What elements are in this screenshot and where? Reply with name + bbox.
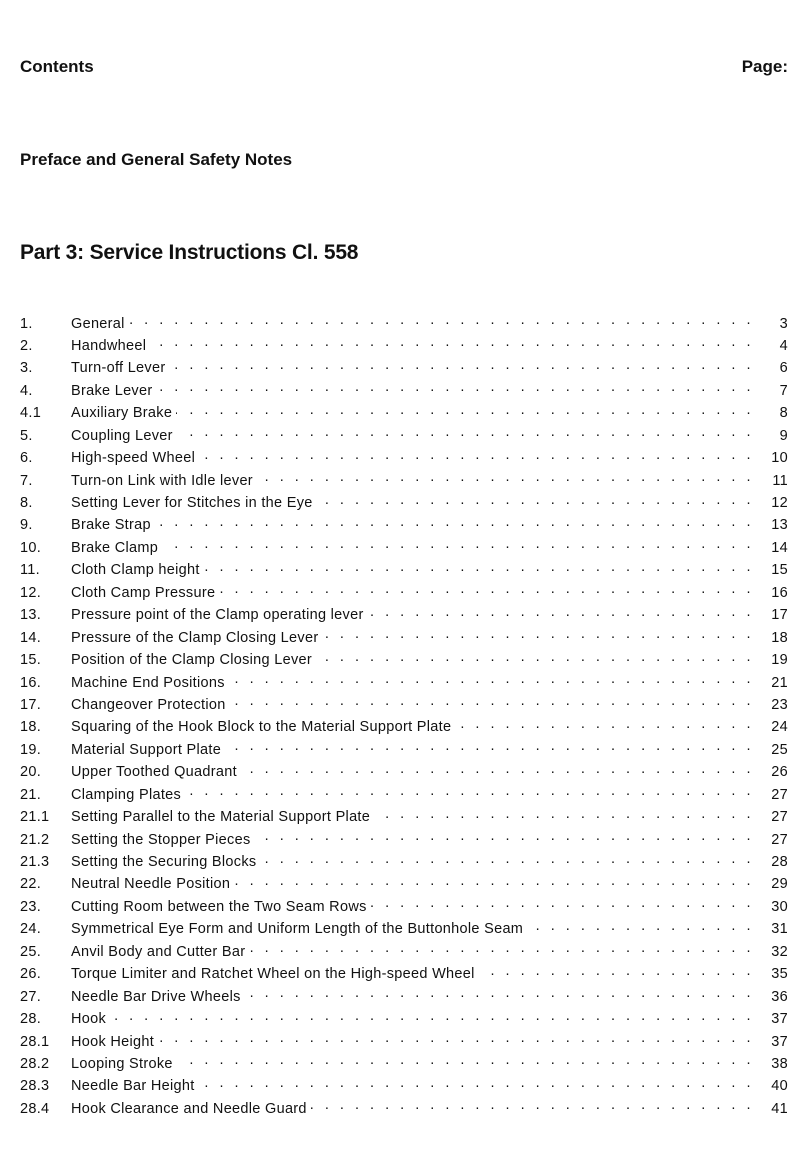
toc-entry-title: Hook Height <box>71 1033 155 1050</box>
toc-dot-leader <box>371 896 754 911</box>
toc-dot-leader <box>177 1053 754 1068</box>
toc-entry-title: Position of the Clamp Closing Lever <box>71 652 313 669</box>
toc-entry-title: Setting the Securing Blocks <box>71 854 257 870</box>
toc-entry-number: 19. <box>20 741 42 758</box>
toc-entry-page: 29 <box>771 876 788 893</box>
toc-dot-leader <box>257 470 754 485</box>
part-title: Part 3: Service Instructions Cl. 558 <box>20 241 359 264</box>
toc-entry-page: 11 <box>772 472 788 489</box>
toc-dot-leader <box>317 493 754 508</box>
toc-entry-number: 9. <box>20 517 33 534</box>
toc-entry-page: 8 <box>779 405 788 422</box>
toc-dot-leader <box>374 807 754 822</box>
toc-dot-leader <box>455 717 754 732</box>
toc-entry-page: 3 <box>779 315 788 332</box>
toc-entry-number: 13. <box>20 607 42 624</box>
toc-entry-number: 17. <box>20 696 42 713</box>
toc-entry-page: 18 <box>771 629 788 646</box>
toc-entry[interactable] <box>20 380 788 402</box>
toc-entry-title: Symmetrical Eye Form and Uniform Length of the Buttonhole Seam <box>71 921 524 938</box>
toc-dot-leader <box>241 762 754 777</box>
toc-entry-page: 7 <box>779 382 788 399</box>
toc-entry[interactable] <box>20 896 788 918</box>
toc-entry-page: 38 <box>771 1055 788 1072</box>
toc-entry[interactable] <box>20 1009 788 1031</box>
toc-entry-number: 8. <box>20 495 33 511</box>
toc-entry-title: Setting Parallel to the Material Support Plate <box>71 809 371 826</box>
toc-entry[interactable] <box>20 919 788 941</box>
toc-entry-number: 2. <box>20 337 33 354</box>
toc-entry[interactable] <box>20 784 788 806</box>
toc-dot-leader <box>230 694 754 709</box>
toc-entry-page: 15 <box>771 562 788 579</box>
toc-entry[interactable] <box>20 852 788 874</box>
toc-entry[interactable] <box>20 1076 788 1098</box>
toc-entry-title: Brake Strap <box>71 517 151 534</box>
toc-entry-number: 3. <box>20 360 33 377</box>
toc-entry[interactable] <box>20 515 788 537</box>
toc-entry-number: 21. <box>20 786 42 803</box>
toc-entry-number: 22. <box>20 876 42 893</box>
toc-entry-number: 16. <box>20 674 42 691</box>
toc-dot-leader <box>158 1031 754 1046</box>
toc-entry-number: 14. <box>20 629 42 646</box>
toc-dot-leader <box>199 448 754 463</box>
toc-entry-title: Setting Lever for Stitches in the Eye <box>71 495 313 511</box>
toc-dot-leader <box>177 425 754 440</box>
preface-heading: Preface and General Safety Notes <box>20 150 293 169</box>
toc-entry-title: Hook <box>71 1011 107 1028</box>
toc-entry[interactable] <box>20 717 788 739</box>
toc-entry-page: 4 <box>779 337 788 354</box>
toc-entry[interactable] <box>20 560 788 582</box>
toc-entry-title: Material Support Plate <box>71 741 222 758</box>
toc-entry-title: Brake Clamp <box>71 539 159 556</box>
toc-entry-title: Clamping Plates <box>71 786 182 803</box>
toc-entry-title: Neutral Needle Position <box>71 876 231 893</box>
toc-dot-leader <box>204 560 754 575</box>
toc-entry-number: 23. <box>20 898 42 915</box>
table-of-contents <box>20 313 788 1121</box>
toc-dot-leader <box>185 784 754 799</box>
toc-entry-page: 32 <box>771 943 788 960</box>
toc-entry-number: 27. <box>20 988 42 1005</box>
toc-entry-title: Squaring of the Hook Block to the Material Support Plate <box>71 719 452 736</box>
toc-entry-page: 10 <box>771 450 788 467</box>
toc-dot-leader <box>129 313 754 328</box>
toc-entry-page: 13 <box>771 517 788 534</box>
toc-entry-number: 28.1 <box>20 1033 50 1050</box>
toc-dot-leader <box>527 919 754 934</box>
toc-entry[interactable] <box>20 650 788 672</box>
toc-dot-leader <box>156 380 754 395</box>
toc-entry-title: Cloth Camp Pressure <box>71 584 216 601</box>
toc-dot-leader <box>199 1076 754 1091</box>
toc-entry[interactable] <box>20 403 788 425</box>
toc-entry[interactable] <box>20 1031 788 1053</box>
toc-entry-number: 20. <box>20 764 42 781</box>
toc-dot-leader <box>150 335 754 350</box>
toc-entry[interactable] <box>20 739 788 761</box>
toc-dot-leader <box>110 1009 754 1024</box>
toc-entry[interactable] <box>20 582 788 604</box>
toc-entry-number: 10. <box>20 539 42 556</box>
toc-entry-page: 36 <box>771 988 788 1005</box>
toc-entry-number: 26. <box>20 966 42 983</box>
toc-entry[interactable] <box>20 1098 788 1120</box>
toc-entry[interactable] <box>20 493 788 515</box>
page-column-label: Page: <box>741 57 788 76</box>
toc-dot-leader <box>229 672 754 687</box>
toc-entry-title: High-speed Wheel <box>71 450 196 467</box>
toc-entry-page: 6 <box>779 360 788 377</box>
toc-entry[interactable] <box>20 470 788 492</box>
toc-entry-title: Looping Stroke <box>71 1055 173 1072</box>
toc-entry-title: Setting the Stopper Pieces <box>71 831 251 848</box>
toc-entry[interactable] <box>20 627 788 649</box>
toc-entry-title: Needle Bar Height <box>71 1078 195 1095</box>
toc-entry[interactable] <box>20 425 788 447</box>
toc-entry-number: 24. <box>20 921 42 938</box>
toc-entry-number: 4.1 <box>20 405 42 422</box>
toc-entry-page: 19 <box>771 652 788 669</box>
toc-dot-leader <box>311 1098 754 1113</box>
toc-entry[interactable] <box>20 335 788 357</box>
toc-entry[interactable] <box>20 313 788 335</box>
toc-dot-leader <box>260 852 754 867</box>
toc-entry-number: 6. <box>20 450 33 467</box>
toc-entry-page: 37 <box>771 1033 788 1050</box>
toc-entry-number: 1. <box>20 315 33 332</box>
toc-entry-title: Pressure point of the Clamp operating lever <box>71 607 364 624</box>
toc-entry-title: Handwheel <box>71 337 147 354</box>
toc-entry[interactable] <box>20 537 788 559</box>
toc-entry-number: 5. <box>20 427 33 444</box>
toc-dot-leader <box>162 537 754 552</box>
toc-entry-title: Needle Bar Drive Wheels <box>71 988 241 1005</box>
toc-entry-page: 31 <box>771 921 788 938</box>
toc-entry-page: 21 <box>771 674 788 691</box>
toc-entry-title: Brake Lever <box>71 382 153 399</box>
toc-entry-page: 9 <box>779 427 788 444</box>
toc-entry[interactable] <box>20 358 788 380</box>
toc-entry[interactable] <box>20 941 788 963</box>
toc-dot-leader <box>368 605 754 620</box>
toc-entry-title: Cutting Room between the Two Seam Rows <box>71 898 367 915</box>
toc-entry-number: 7. <box>20 472 33 489</box>
toc-entry-number: 28.4 <box>20 1100 50 1117</box>
toc-entry-number: 21.2 <box>20 831 50 848</box>
toc-entry[interactable] <box>20 605 788 627</box>
toc-dot-leader <box>234 874 754 889</box>
toc-entry[interactable] <box>20 694 788 716</box>
toc-entry-title: Auxiliary Brake <box>71 405 173 422</box>
toc-dot-leader <box>316 650 754 665</box>
toc-entry-number: 12. <box>20 584 42 601</box>
toc-entry[interactable] <box>20 874 788 896</box>
toc-dot-leader <box>225 739 754 754</box>
toc-entry-number: 28. <box>20 1011 42 1028</box>
toc-entry[interactable] <box>20 672 788 694</box>
toc-entry-title: Turn-off Lever <box>71 360 166 377</box>
toc-entry-number: 28.2 <box>20 1055 50 1072</box>
toc-entry-title: Pressure of the Clamp Closing Lever <box>71 629 319 646</box>
toc-entry-title: Torque Limiter and Ratchet Wheel on the High-speed Wheel <box>71 966 475 983</box>
toc-entry[interactable] <box>20 1053 788 1075</box>
toc-entry-page: 23 <box>771 696 788 713</box>
toc-entry-title: General <box>71 315 125 332</box>
toc-dot-leader <box>219 582 754 597</box>
toc-dot-leader <box>245 986 754 1001</box>
toc-entry-page: 24 <box>771 719 788 736</box>
toc-entry-page: 27 <box>771 809 788 826</box>
toc-entry-title: Machine End Positions <box>71 674 225 691</box>
toc-entry-page: 27 <box>771 786 788 803</box>
toc-entry[interactable] <box>20 986 788 1008</box>
toc-entry[interactable] <box>20 762 788 784</box>
toc-entry-title: Coupling Lever <box>71 427 173 444</box>
toc-entry-page: 26 <box>771 764 788 781</box>
toc-entry-number: 15. <box>20 652 42 669</box>
toc-entry-page: 41 <box>771 1100 788 1117</box>
toc-dot-leader <box>255 829 755 844</box>
toc-entry-page: 17 <box>771 607 788 624</box>
toc-entry-title: Anvil Body and Cutter Bar <box>71 943 246 960</box>
toc-dot-leader <box>249 941 754 956</box>
toc-entry-page: 16 <box>771 584 788 601</box>
toc-entry-title: Hook Clearance and Needle Guard <box>71 1100 307 1117</box>
toc-entry-page: 40 <box>771 1078 788 1095</box>
contents-label: Contents <box>20 57 94 76</box>
toc-entry[interactable] <box>20 964 788 986</box>
toc-entry-page: 27 <box>771 831 788 848</box>
contents-header <box>20 57 788 77</box>
toc-entry-number: 18. <box>20 719 42 736</box>
toc-entry-page: 14 <box>771 539 788 556</box>
toc-dot-leader <box>155 515 754 530</box>
toc-entry-page: 12 <box>771 495 788 511</box>
toc-entry-number: 21.3 <box>20 854 50 870</box>
toc-dot-leader <box>169 358 754 373</box>
toc-entry-number: 25. <box>20 943 42 960</box>
toc-entry-number: 28.3 <box>20 1078 50 1095</box>
toc-entry-page: 25 <box>771 741 788 758</box>
toc-entry-page: 35 <box>771 966 788 983</box>
toc-entry[interactable] <box>20 448 788 470</box>
toc-entry-number: 11. <box>20 562 40 579</box>
toc-entry-title: Upper Toothed Quadrant <box>71 764 237 781</box>
toc-entry-title: Changeover Protection <box>71 696 226 713</box>
toc-dot-leader <box>176 403 754 418</box>
toc-entry-title: Turn-on Link with Idle lever <box>71 472 253 489</box>
toc-dot-leader <box>322 627 754 642</box>
toc-entry-number: 21.1 <box>20 809 50 826</box>
toc-entry-number: 4. <box>20 382 33 399</box>
toc-entry-page: 28 <box>771 854 788 870</box>
toc-entry[interactable] <box>20 807 788 829</box>
toc-entry-page: 30 <box>771 898 788 915</box>
toc-entry[interactable] <box>20 829 788 851</box>
toc-entry-page: 37 <box>771 1011 788 1028</box>
toc-entry-title: Cloth Clamp height <box>71 562 200 579</box>
toc-dot-leader <box>479 964 754 979</box>
